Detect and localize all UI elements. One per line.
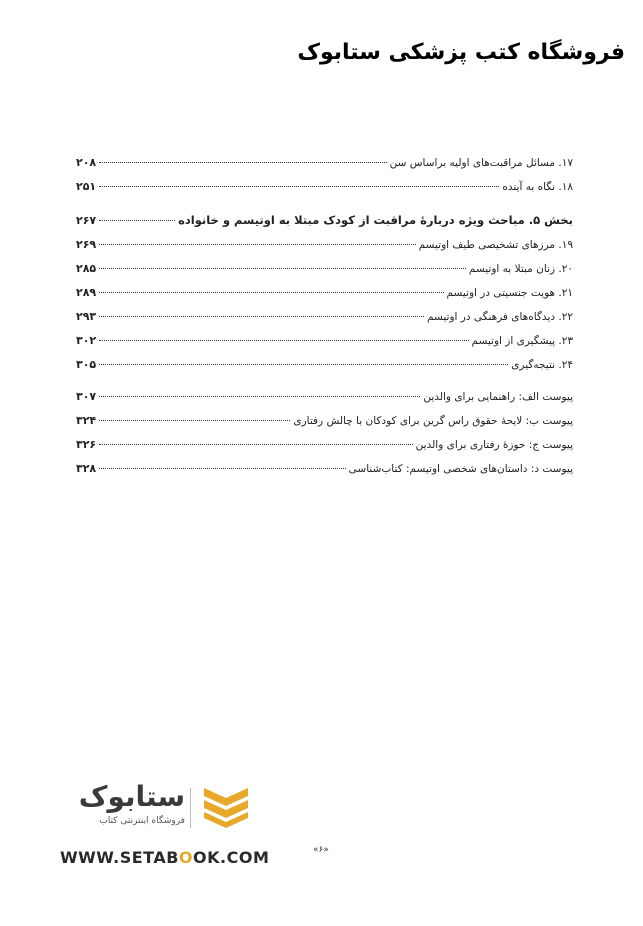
toc-leader-dots [99,244,416,245]
toc-leader-dots [99,186,499,187]
toc-entry [76,347,573,371]
toc-entry [76,145,573,169]
toc-entry-title: پیوست د: داستان‌های شخصی اوتیسم: کتاب‌شناسی [348,463,573,475]
toc-leader-dots [99,162,386,163]
toc-entry-page: ۲۹۳ [76,310,97,323]
toc-entry-page: ۳۰۷ [76,390,97,403]
toc-leader-dots [99,444,413,445]
logo-tagline: فروشگاه اینترنتی کتاب [99,816,185,826]
toc-leader-dots [99,420,290,421]
toc-entry [76,323,573,347]
toc-entry-page: ۲۸۹ [76,286,97,299]
toc-entry [76,251,573,275]
toc-entry-page: ۲۰۸ [76,156,97,169]
toc-entry-page: ۲۵۱ [76,180,97,193]
toc-entry-title: ۲۴. نتیجه‌گیری [511,359,573,371]
toc-appendix-entry [76,379,573,403]
toc-entry-title: ۱۸. نگاه به آینده [502,181,573,193]
toc-leader-dots [99,292,443,293]
book-chevron-icon [202,784,250,828]
toc-entry-title: پیوست ج: حوزهٔ رفتاری برای والدین [415,439,573,451]
page-number: «۶» [313,845,329,855]
toc-entry-title: ۲۳. پیشگیری از اوتیسم [471,335,573,347]
toc-entry-title: ۲۱. هویت جنسیتی در اوتیسم [446,287,573,299]
toc-leader-dots [99,220,175,221]
toc-entry [76,275,573,299]
toc-section-title: بخش ۵. مباحث ویژه دربارهٔ مراقبت از کودک مبتلا به اوتیسم و خانواده [178,213,573,227]
toc-leader-dots [99,268,466,269]
toc-leader-dots [99,364,508,365]
toc-entry [76,227,573,251]
website-url-accent: O [178,848,194,867]
toc-leader-dots [99,396,420,397]
website-url-prefix: WWW.SETAB [60,848,179,867]
toc-entry-page: ۳۲۶ [76,438,97,451]
logo-wordmark: ستابوک [78,780,185,813]
setabook-logo [50,780,280,840]
toc-leader-dots [99,340,468,341]
logo-divider [190,788,191,828]
toc-entry [76,299,573,323]
toc-entry-title: پیوست ب: لایحهٔ حقوق راس گرین برای کودکان با چالش رفتاری [293,415,573,427]
toc-entry [76,169,573,193]
table-of-contents [76,145,573,475]
toc-entry-title: ۲۲. دیدگاه‌های فرهنگی در اوتیسم [427,311,573,323]
toc-appendix-entry [76,427,573,451]
toc-entry-page: ۳۲۸ [76,462,97,475]
website-url-suffix: OK.COM [193,848,270,867]
toc-entry-title: ۱۷. مسائل مراقبت‌های اولیه براساس سن [389,157,573,169]
website-url [60,848,269,867]
toc-section-page: ۲۶۷ [76,214,97,227]
page-header-title: فروشگاه کتب پزشکی ستابوک [297,40,625,65]
toc-leader-dots [99,468,346,469]
toc-appendix-entry [76,451,573,475]
toc-entry-title: پیوست الف: راهنمایی برای والدین [423,391,573,403]
toc-section-entry [76,199,573,227]
toc-entry-title: ۲۰. زنان مبتلا به اوتیسم [468,263,573,275]
toc-entry-page: ۲۸۵ [76,262,97,275]
toc-entry-page: ۲۶۹ [76,238,97,251]
toc-entry-page: ۳۰۵ [76,358,97,371]
toc-entry-title: ۱۹. مرزهای تشخیصی طیف اوتیسم [418,239,573,251]
toc-appendix-entry [76,403,573,427]
toc-leader-dots [99,316,424,317]
toc-entry-page: ۳۰۲ [76,334,97,347]
toc-entry-page: ۳۲۴ [76,414,97,427]
